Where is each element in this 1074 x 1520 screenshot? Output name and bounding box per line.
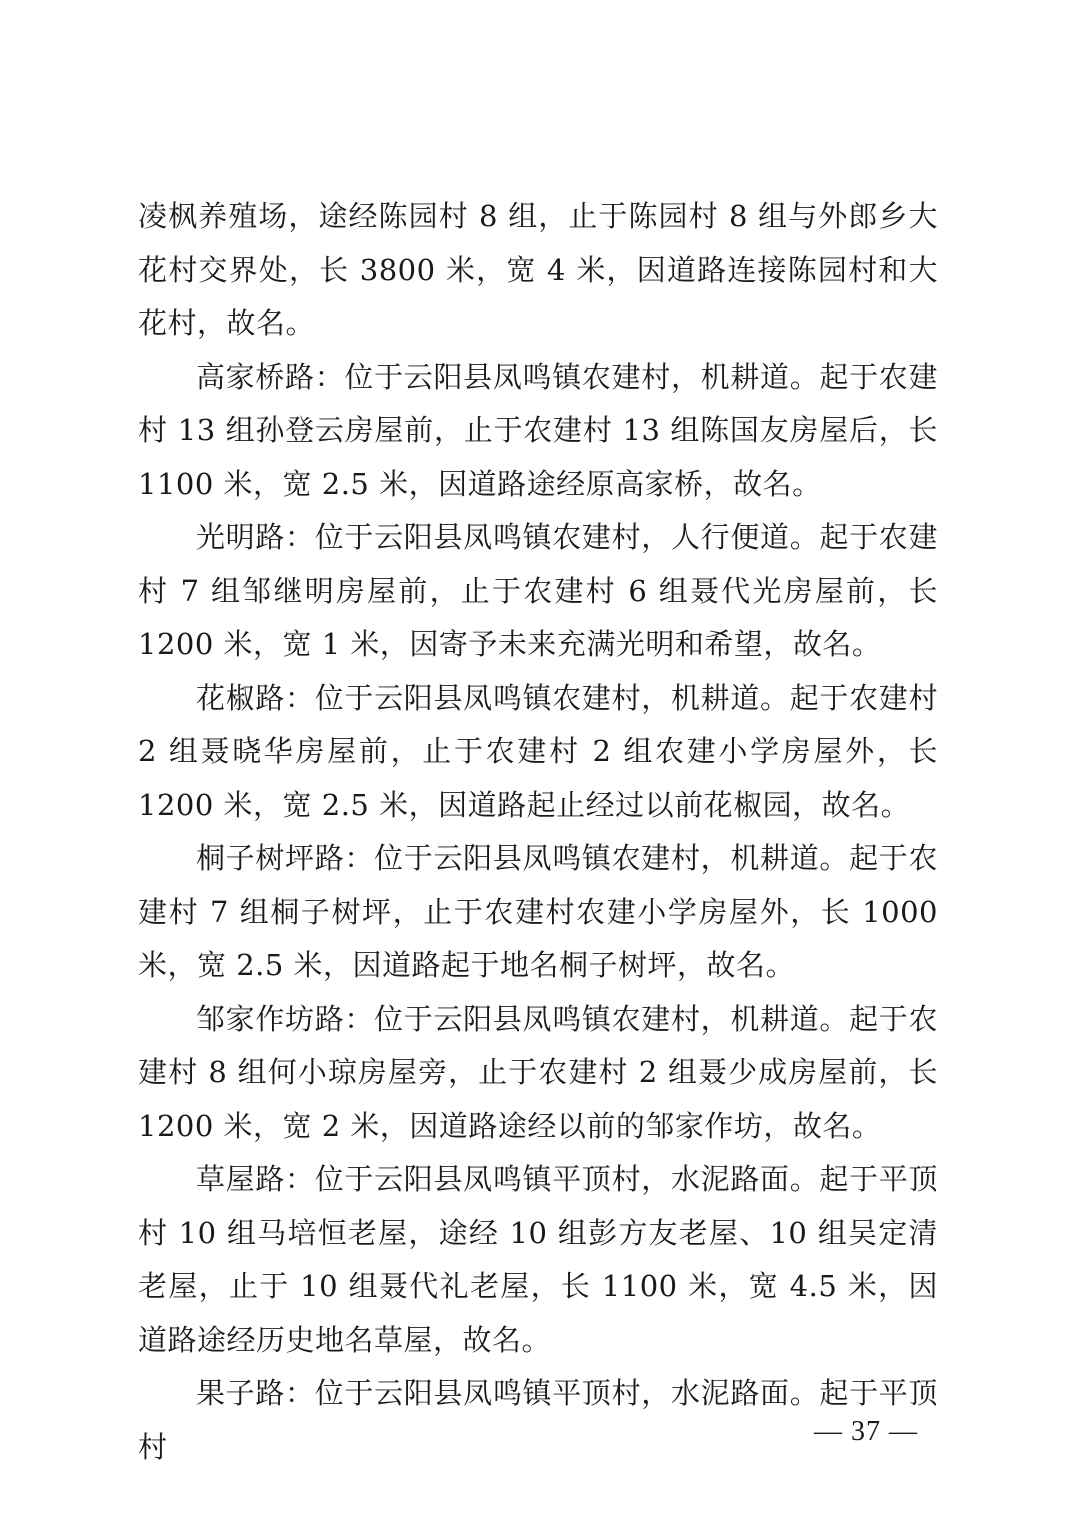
paragraph-zoujiazuofang-road: 邹家作坊路：位于云阳县凤鸣镇农建村，机耕道。起于农建村 8 组何小琼房屋旁，止于农建村 2 组聂少成房屋前，长 1200 米，宽 2 米，因道路途经以前的邹家作坊，故名。 <box>138 1001 938 1143</box>
paragraph-continuation: 凌枫养殖场，途经陈园村 8 组，止于陈园村 8 组与外郎乡大花村交界处，长 3800 米，宽 4 米，因道路连接陈园村和大花村，故名。 <box>138 199 938 340</box>
paragraph-tongzishuping-road: 桐子树坪路：位于云阳县凤鸣镇农建村，机耕道。起于农建村 7 组桐子树坪，止于农建村农建小学房屋外，长 1000 米，宽 2.5 米，因道路起于地名桐子树坪，故名。 <box>138 841 938 982</box>
paragraph-huajiao-road: 花椒路：位于云阳县凤鸣镇农建村，机耕道。起于农建村 2 组聂晓华房屋前，止于农建村 2 组农建小学房屋外，长 1200 米，宽 2.5 米，因道路起止经过以前花椒园，故名。 <box>138 680 938 822</box>
paragraph-guozi-road: 果子路：位于云阳县凤鸣镇平顶村，水泥路面。起于平顶村 <box>138 1376 938 1464</box>
document-body <box>138 190 938 1474</box>
paragraph-caowu-road: 草屋路：位于云阳县凤鸣镇平顶村，水泥路面。起于平顶村 10 组马培恒老屋，途经 10 组彭方友老屋、10 组吴定清老屋，止于 10 组聂代礼老屋，长 1100 米，宽 4.5 米，因道路途经历史地名草屋，故名。 <box>138 1162 938 1357</box>
page-number: — 37 — <box>814 1416 918 1447</box>
paragraph-guangming-road: 光明路：位于云阳县凤鸣镇农建村，人行便道。起于农建村 7 组邹继明房屋前，止于农建村 6 组聂代光房屋前，长 1200 米，宽 1 米，因寄予未来充满光明和希望，故名。 <box>138 520 938 661</box>
paragraph-gaojiaqiao-road: 高家桥路：位于云阳县凤鸣镇农建村，机耕道。起于农建村 13 组孙登云房屋前，止于农建村 13 组陈国友房屋后，长 1100 米，宽 2.5 米，因道路途经原高家桥，故名。 <box>138 359 938 501</box>
